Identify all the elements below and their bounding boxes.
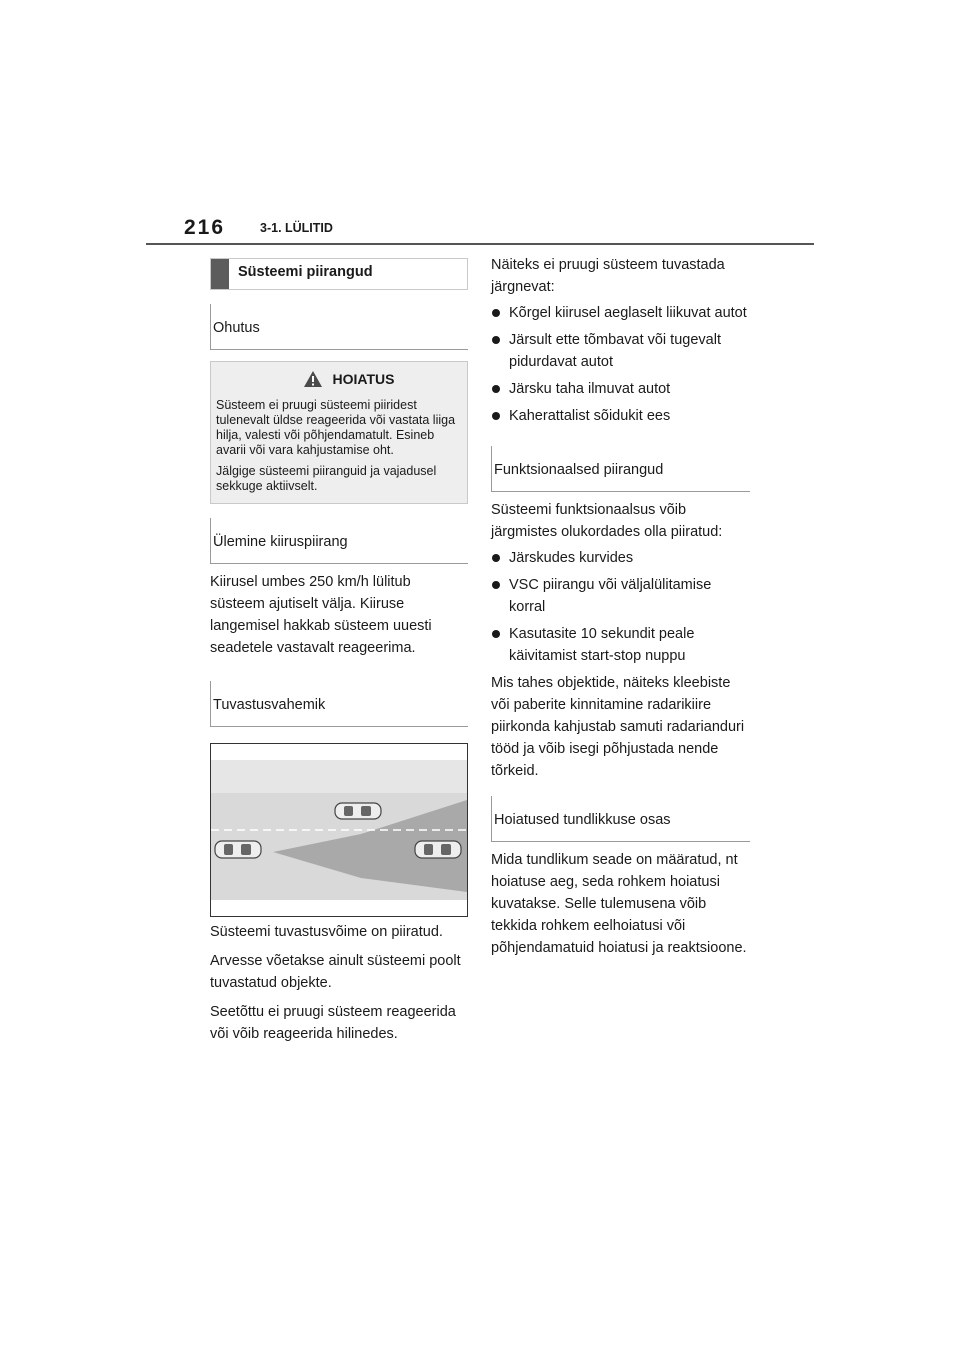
range-text-2: Arvesse võetakse ainult süsteemi poolt tuvastatud objekte. [210, 953, 461, 991]
section-title: Süsteemi piirangud [238, 264, 373, 280]
list-item: Järskudes kurvides [491, 547, 750, 569]
car-own [215, 841, 261, 858]
road-diagram [211, 744, 467, 916]
left-column [210, 258, 468, 1045]
warning-header [236, 370, 461, 388]
list-item: Järsku taha ilmuvat autot [491, 378, 750, 400]
warning-text-2: Jälgige süsteemi piiranguid ja vajadusel sekkuge aktiivselt. [216, 464, 437, 493]
section-heading [210, 258, 468, 290]
functional-intro: Süsteemi funktsionaalsus võib järgmistes olukordades olla piiratud: [491, 502, 723, 540]
subheading-speed-limit: Ülemine kiiruspiirang [210, 518, 468, 564]
range-text-3: Seetõttu ei pruugi süsteem reageerida või võib reageerida hilinedes. [210, 1004, 456, 1042]
speed-limit-text: Kiirusel umbes 250 km/h lülitub süsteem ajutiselt välja. Kiiruse langemisel hakkab süsteem uuesti seadetele vastavalt reageerima. [210, 574, 432, 656]
list-item: Kaherattalist sõidukit ees [491, 405, 750, 427]
examples-list [491, 302, 750, 427]
header-rule [146, 243, 814, 245]
road-shoulder [211, 760, 467, 793]
range-text-1: Süsteemi tuvastusvõime on piiratud. [210, 924, 443, 940]
warning-title: HOIATUS [332, 371, 395, 387]
warning-triangle-icon [303, 370, 323, 388]
list-item: VSC piirangu või väljalülitamise korral [491, 574, 750, 618]
subheading-detection-range: Tuvastusvahemik [210, 681, 468, 727]
car-front-left [335, 803, 381, 819]
section-tab [211, 259, 229, 289]
list-item: Kõrgel kiirusel aeglaselt liikuvat autot [491, 302, 750, 324]
subheading-sensitivity-warnings: Hoiatused tundlikkuse osas [491, 796, 750, 842]
functional-list [491, 547, 750, 667]
page-number: 216 [184, 216, 226, 239]
subheading-safety: Ohutus [210, 304, 468, 350]
list-item: Kasutasite 10 sekundit peale käivitamist start-stop nuppu [491, 623, 750, 667]
chapter-title: 3-1. LÜLITID [260, 221, 333, 235]
subheading-functional-limits: Funktsionaalsed piirangud [491, 446, 750, 492]
detection-range-illustration [210, 743, 468, 917]
warning-text-1: Süsteem ei pruugi süsteemi piiridest tulenevalt üldse reageerida või vastata liiga hilja, valesti või põhjendamatult. Esineb avarii või vara kahjustamise oht. [216, 398, 456, 457]
right-column [491, 254, 750, 959]
list-item: Järsult ette tõmbavat või tugevalt pidurdavat autot [491, 329, 750, 373]
examples-intro: Näiteks ei pruugi süsteem tuvastada järgnevat: [491, 257, 725, 295]
functional-text: Mis tahes objektide, näiteks kleebiste või paberite kinnitamine radarikiire piirkonda kahjustab samuti radarianduri tööd ja võib isegi põhjustada nende tõrkeid. [491, 675, 745, 779]
warning-box [210, 361, 468, 504]
sensitivity-text: Mida tundlikum seade on määratud, nt hoiatuse aeg, seda rohkem hoiatusi kuvatakse. Selle tulemusena võib tekkida rohkem eelhoiatusi või põhjendamatuid hoiatusi ja reaktsioone. [491, 852, 747, 956]
car-front-right [415, 841, 461, 858]
